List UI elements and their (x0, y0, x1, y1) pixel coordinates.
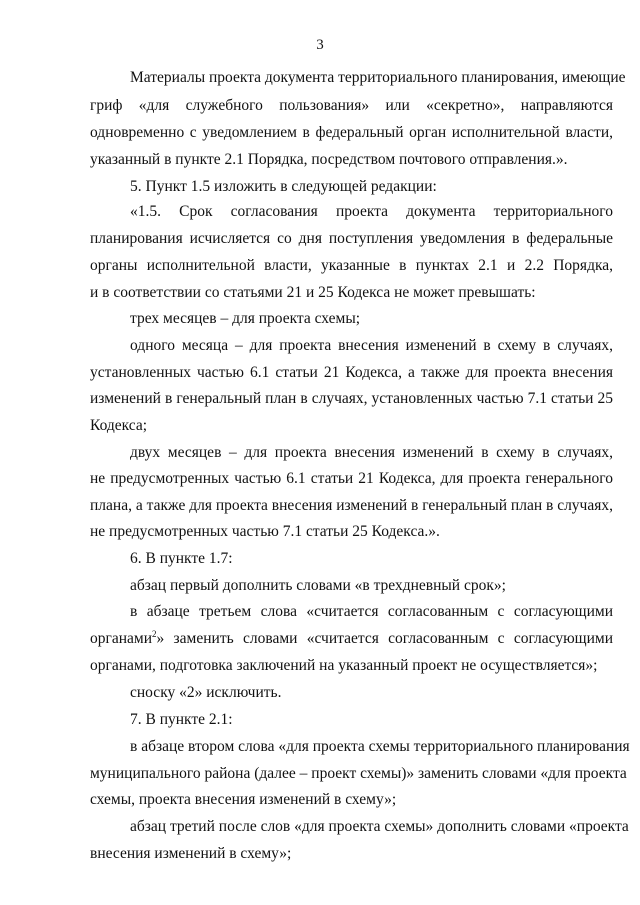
text-line: изменений в генеральный план в случаях, установленных частью 7.1 статьи 25 (90, 390, 613, 407)
text-line: двух месяцев – для проекта внесения изменений в схему в случаях, (130, 444, 613, 461)
text-line: органами, подготовка заключений на указанный проект не осуществляется»; (90, 657, 598, 674)
text-line: Кодекса; (90, 417, 148, 434)
text-line: одновременно с уведомлением в федеральный орган исполнительной власти, (90, 124, 613, 141)
text-line: 7. В пункте 2.1: (130, 711, 233, 728)
text-line: в абзаце втором слова «для проекта схемы территориального планирования (130, 738, 630, 755)
text-line: гриф «для служебного пользования» или «секретно», направляются (90, 97, 613, 114)
text-line: Материалы проекта документа территориального планирования, имеющие (130, 69, 626, 86)
text-line: сноску «2» исключить. (130, 684, 282, 701)
text-line: абзац первый дополнить словами «в трехдневный срок»; (130, 577, 506, 594)
text-line: одного месяца – для проекта внесения изменений в схему в случаях, (130, 337, 613, 354)
text-line: и в соответствии со статьями 21 и 25 Кодекса не может превышать: (90, 284, 536, 301)
text-line: «1.5. Срок согласования проекта документа территориального (130, 203, 613, 220)
page-number: 3 (316, 37, 324, 53)
text-line-with-footnote (90, 630, 613, 648)
text-fragment: органами (90, 630, 153, 647)
text-line: органы исполнительной власти, указанные в пунктах 2.1 и 2.2 Порядка, (90, 257, 613, 274)
text-line: не предусмотренных частью 7.1 статьи 25 Кодекса.». (90, 523, 440, 540)
text-line: абзац третий после слов «для проекта схемы» дополнить словами «проекта (130, 818, 629, 835)
text-line: установленных частью 6.1 статьи 21 Кодекса, а также для проекта внесения (90, 364, 613, 381)
text-line: схемы, проекта внесения изменений в схему»; (90, 791, 397, 808)
text-line: муниципального района (далее – проект схемы)» заменить словами «для проекта (90, 765, 627, 782)
text-line: внесения изменений в схему»; (90, 845, 292, 862)
text-line: указанный в пункте 2.1 Порядка, посредством почтового отправления.». (90, 151, 568, 168)
text-fragment: » заменить словами «считается согласованным с согласующими (156, 630, 613, 647)
text-line: в абзаце третьем слова «считается согласованным с согласующими (130, 603, 613, 620)
text-line: плана, а также для проекта внесения изменений в генеральный план в случаях, (90, 497, 613, 514)
text-line: планирования исчисляется со дня поступления уведомления в федеральные (90, 230, 613, 247)
footnote-ref: 2 (152, 628, 157, 639)
text-line: 6. В пункте 1.7: (130, 550, 233, 567)
text-line: трех месяцев – для проекта схемы; (130, 310, 361, 327)
text-line: не предусмотренных частью 6.1 статьи 21 Кодекса, для проекта генерального (90, 470, 613, 487)
text-line: 5. Пункт 1.5 изложить в следующей редакции: (130, 178, 437, 195)
